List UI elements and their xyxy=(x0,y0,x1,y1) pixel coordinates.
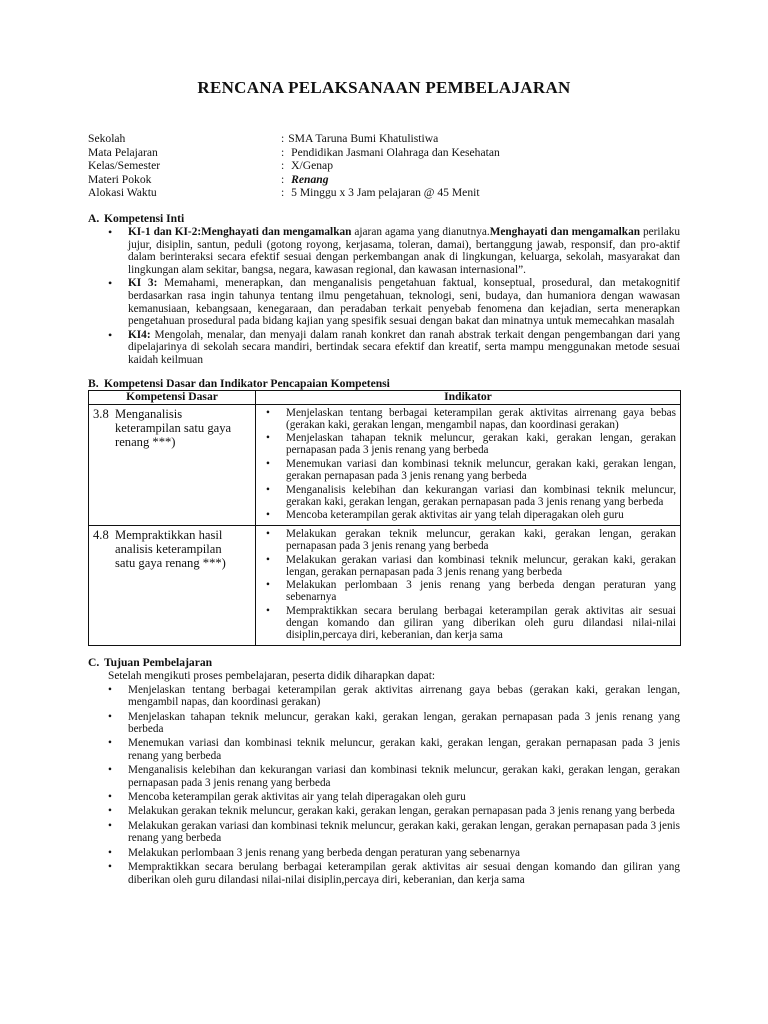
list-item: • Mempraktikkan secara berulang berbagai keterampilan gerak aktivitas air sesuai dengan komando dan giliran yang diberikan oleh guru dilandasi nilai-nilai disiplin,percaya diri, keberanian, dan kerja sama xyxy=(128,861,680,886)
kd-text: Menganalisis keterampilan satu gaya renang ***) xyxy=(115,406,232,449)
list-item: • Melakukan gerakan teknik meluncur, gerakan kaki, gerakan lengan, gerakan pernapasan pada 3 jenis renang yang berbeda xyxy=(286,528,676,552)
indicator-cell xyxy=(256,404,681,525)
list-item: • Menemukan variasi dan kombinasi teknik meluncur, gerakan kaki, gerakan lengan, gerakan pernapasan pada 3 jenis renang yang berbeda xyxy=(128,737,680,762)
list-item: • Mencoba keterampilan gerak aktivitas air yang telah diperagakan oleh guru xyxy=(286,509,676,521)
info-row-time xyxy=(88,186,680,200)
identity-block xyxy=(88,132,680,200)
section-a-heading xyxy=(88,212,680,226)
info-label: Kelas/Semester xyxy=(88,159,161,172)
list-item: • Melakukan perlombaan 3 jenis renang yang berbeda dengan peraturan yang sebenarnya xyxy=(128,847,680,859)
info-value: SMA Taruna Bumi Khatulistiwa xyxy=(288,132,439,145)
indicator-cell xyxy=(256,525,681,645)
list-item xyxy=(128,226,680,276)
info-value: 5 Minggu x 3 Jam pelajaran @ 45 Menit xyxy=(291,186,480,199)
kompetensi-inti-list xyxy=(88,226,680,367)
list-item: • Mempraktikkan secara berulang berbagai keterampilan gerak aktivitas air sesuai dengan komando dan giliran yang diberikan oleh guru dilandasi nilai-nilai disiplin,percaya diri, keberanian, dan kerja sama xyxy=(286,605,676,641)
ki-emphasis: Menghayati dan mengamalkan xyxy=(489,226,641,238)
info-label: Alokasi Waktu xyxy=(88,186,157,199)
info-label: Materi Pokok xyxy=(88,172,152,186)
list-item: • Menjelaskan tentang berbagai keterampilan gerak aktivitas airrenang gaya bebas (gerakan kaki, gerakan lengan, mengambil napas, dan koordinasi gerakan) xyxy=(128,684,680,709)
list-item xyxy=(128,277,680,327)
table-row xyxy=(89,525,681,645)
list-item: • Menemukan variasi dan kombinasi teknik meluncur, gerakan kaki, gerakan lengan, gerakan pernapasan pada 3 jenis renang yang berbeda xyxy=(286,458,676,482)
colon-separator: : xyxy=(281,159,285,172)
colon-separator: : xyxy=(281,145,285,159)
info-value: X/Genap xyxy=(291,159,333,172)
column-header: Indikator xyxy=(256,391,681,405)
colon-separator: : xyxy=(281,132,285,145)
list-item: • Melakukan gerakan variasi dan kombinasi teknik meluncur, gerakan kaki, gerakan lengan, gerakan pernapasan pada 3 jenis renang yang berbeda xyxy=(128,820,680,845)
section-letter: B. xyxy=(88,376,99,390)
ki-label: KI4: xyxy=(128,328,151,341)
indicator-list xyxy=(260,528,676,641)
column-header: Kompetensi Dasar xyxy=(89,391,256,405)
section-title: Kompetensi Inti xyxy=(104,211,185,225)
list-item xyxy=(128,329,680,367)
list-item: • Mencoba keterampilan gerak aktivitas air yang telah diperagakan oleh guru xyxy=(128,791,680,803)
info-row-school xyxy=(88,132,680,146)
info-row-subject xyxy=(88,146,680,160)
kd-cell xyxy=(89,404,256,525)
colon-separator: : xyxy=(281,172,285,186)
ki-text: perilaku jujur, disiplin, santun, peduli (gotong royong, kerjasama, toleran, damai), bertanggung jawab, responsif, dan pro-aktif dalam berinteraksi secara efektif sesuai dengan perkembangan anak di lingkungan, keluarga, sekolah, masyarakat dan lingkungan alam sekitar, bangsa, negara, kawasan regional, dan kawasan internasional”. xyxy=(128,226,681,276)
list-item: • Melakukan perlombaan 3 jenis renang yang berbeda dengan peraturan yang sebenarnya xyxy=(286,579,676,603)
ki-text: ajaran agama yang dianutnya. xyxy=(351,226,490,238)
list-item: • Menjelaskan tentang berbagai keterampilan gerak aktivitas airrenang gaya bebas (gerakan kaki, gerakan lengan, mengambil napas, dan koordinasi gerakan) xyxy=(286,407,676,431)
tujuan-intro: Setelah mengikuti proses pembelajaran, peserta didik diharapkan dapat: xyxy=(108,670,436,683)
kompetensi-table xyxy=(88,390,681,646)
kd-number: 3.8 xyxy=(93,406,109,421)
ki-label: KI 3: xyxy=(128,277,158,290)
indicator-list xyxy=(260,407,676,522)
table-header-row xyxy=(89,391,681,405)
list-item: • Menjelaskan tahapan teknik meluncur, gerakan kaki, gerakan lengan, gerakan pernapasan pada 3 jenis renang yang berbeda xyxy=(128,711,680,736)
info-label: Sekolah xyxy=(88,132,126,145)
info-value: Renang xyxy=(291,172,329,186)
ki-label: KI-1 dan KI-2:Menghayati dan mengamalkan xyxy=(128,226,352,238)
list-item: • Menganalisis kelebihan dan kekurangan variasi dan kombinasi teknik meluncur, gerakan kaki, gerakan lengan, gerakan pernapasan pada 3 jenis renang yang berbeda xyxy=(128,764,680,789)
section-title: Kompetensi Dasar dan Indikator Pencapaian Kompetensi xyxy=(104,376,390,390)
kd-text: Mempraktikkan hasil analisis keterampilan satu gaya renang ***) xyxy=(115,527,226,570)
section-b-heading xyxy=(88,377,680,391)
info-row-class xyxy=(88,159,680,173)
section-letter: A. xyxy=(88,211,100,225)
list-item: • Menganalisis kelebihan dan kekurangan variasi dan kombinasi teknik meluncur, gerakan kaki, gerakan lengan, gerakan pernapasan pada 3 jenis renang yang berbeda xyxy=(286,484,676,508)
list-item: • Melakukan gerakan variasi dan kombinasi teknik meluncur, gerakan kaki, gerakan lengan, gerakan pernapasan pada 3 jenis renang yang berbeda xyxy=(286,554,676,578)
kd-cell xyxy=(89,525,256,645)
table-row xyxy=(89,404,681,525)
tujuan-list xyxy=(88,684,680,886)
info-label: Mata Pelajaran xyxy=(88,145,158,159)
info-row-topic xyxy=(88,173,680,187)
list-item: • Menjelaskan tahapan teknik meluncur, gerakan kaki, gerakan lengan, gerakan pernapasan pada 3 jenis renang yang berbeda xyxy=(286,432,676,456)
colon-separator: : xyxy=(281,186,285,199)
ki-text: Memahami, menerapkan, dan menganalisis pengetahuan faktual, konseptual, prosedural, dan metakognitif berdasarkan rasa ingin tahunya tentang ilmu pengetahuan, teknologi, seni, budaya, dan humaniora dengan wawasan kemanusiaan, kebangsaan, kenegaraan, dan peradaban terkait penyebab fenomena dan kejadian, serta menerapkan pengetahuan prosedural pada bidang kajian yang spesifik sesuai dengan bakat dan minatnya untuk memecahkan masalah xyxy=(128,277,680,328)
document-title: RENCANA PELAKSANAAN PEMBELAJARAN xyxy=(197,78,571,97)
kd-number: 4.8 xyxy=(93,527,109,542)
section-c-heading xyxy=(88,656,680,670)
info-value: Pendidikan Jasmani Olahraga dan Kesehatan xyxy=(291,145,500,159)
ki-text: Mengolah, menalar, dan menyaji dalam ranah konkret dan ranah abstrak terkait dengan pengembangan dari yang dipelajarinya di sekolah secara mandiri, bertindak secara efektif dan kreatif, serta mampu menggunakan metode sesuai kaidah keilmuan xyxy=(128,328,680,366)
list-item: • Melakukan gerakan teknik meluncur, gerakan kaki, gerakan lengan, gerakan pernapasan pada 3 jenis renang yang berbeda xyxy=(128,805,680,817)
section-letter: C. xyxy=(88,655,100,669)
section-title: Tujuan Pembelajaran xyxy=(104,655,213,669)
